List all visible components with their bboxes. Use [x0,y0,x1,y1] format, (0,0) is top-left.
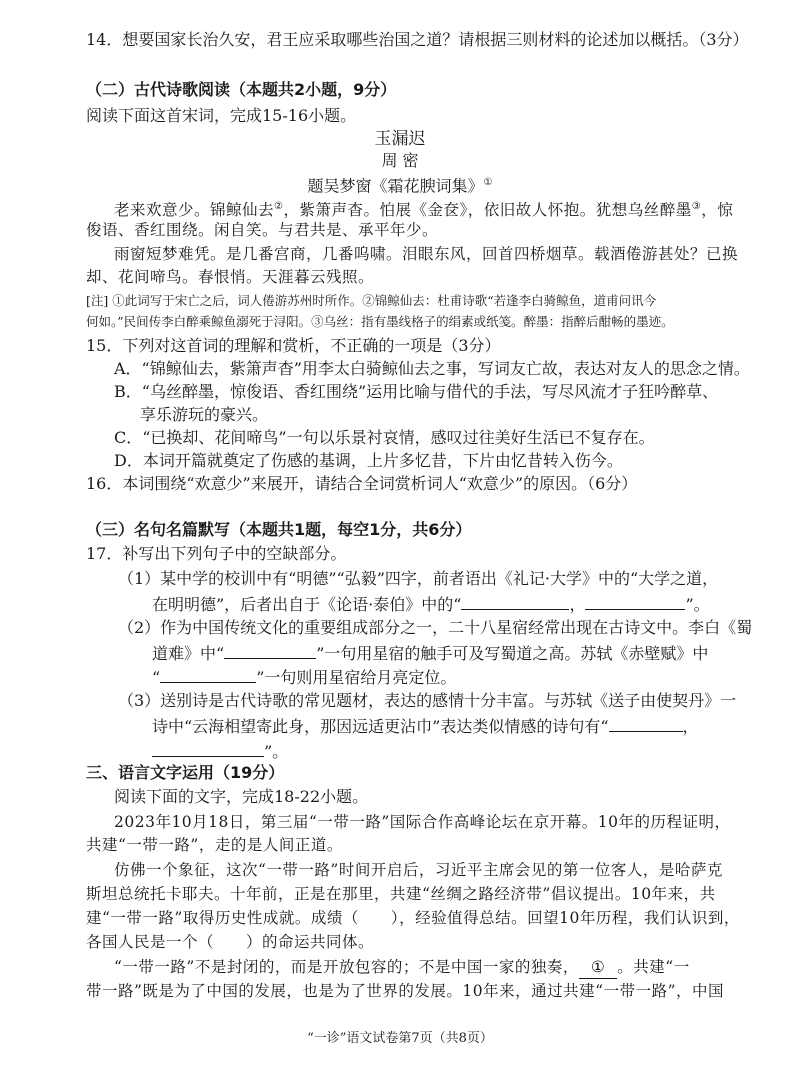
passage-p2-line-2: 斯坦总统托卡耶夫。十年前，正是在那里，共建“丝绸之路经济带”倡议提出。10年来，共 [86,885,716,903]
part-3-intro: 阅读下面的文字，完成18-22小题。 [114,787,369,806]
item-2-line-3 [152,665,456,689]
poem-note-2: 何如。”民间传李白醉乘鲸鱼溺死于浔阳。③乌丝：指有墨线格子的绢素或纸笺。醉墨：指醉后酣畅的墨迹。 [86,314,674,329]
passage-p3-text-b: 。共建“一 [617,958,690,976]
item-1-text: 在明明德”，后者出自于《论语·泰伯》中的“ [152,595,462,614]
option-b-cont: 享乐游玩的豪兴。 [140,405,269,424]
poem-subtitle-text: 题吴梦窗《霜花腴词集》 [307,176,484,196]
item-2-open-quote: “ [152,668,161,687]
passage-p1-line-2: 共建“一带一路”，走的是人间正道。 [86,836,343,854]
passage-blank-1[interactable]: ① [579,956,617,979]
answer-blank[interactable] [461,592,569,610]
poem-line-1b: ，紫箫声杳。怕展《金奁》，依旧故人怀抱。犹想乌丝醉墨 [283,201,692,220]
poem-line-4: 却、花间啼鸟。春恨悄。天涯暮云残照。 [86,268,375,286]
item-1-end: ”。 [685,595,710,614]
passage-p2-line-1: 仿佛一个象征，这次“一带一路”时间开启后，习近平主席会见的第一位客人，是哈萨克 [114,861,723,879]
poem-line-3: 雨窗短梦难凭。是几番宫商，几番呜啸。泪眼东风，回首四桥烟草。载酒倦游甚处？已换 [114,245,739,263]
passage-p1-line-1: 2023年10月18日，第三届“一带一路”国际合作高峰论坛在京开幕。10年的历程证明， [114,813,731,831]
note-ref-3: ③ [691,201,702,212]
poem-line-2: 俊语、香红围绕。闲自笑。与君共是、承平年少。 [86,221,439,239]
item-2-text-b: ”一句用星宿的触手可及写蜀道之高。苏轼《赤壁赋》中 [316,644,709,663]
passage-p3-line-2: 带一路”既是为了中国的发展，也是为了世界的发展。10年来，通过共建“一带一路”，中国 [86,982,724,1000]
item-2-line-2 [152,641,708,665]
option-a: A．“锦鲸仙去，紫箫声杳”用李太白骑鲸仙去之事，写词友亡故，表达对友人的思念之情。 [114,359,750,378]
passage-p3-line-1 [114,956,690,979]
option-d: D．本词开篇就奠定了伤感的基调，上片多忆昔，下片由忆昔转入伤今。 [114,451,623,470]
item-3-comma: ， [682,717,699,736]
item-2-text-a: 道难》中“ [152,644,225,663]
question-17: 17．补写出下列句子中的空缺部分。 [86,544,347,563]
poem-line-1a: 老来欢意少。锦鲸仙去 [114,201,275,220]
answer-blank[interactable] [609,714,683,732]
item-3-line-2 [152,714,699,738]
note-ref-2: ② [274,201,284,212]
blank-comma: ， [569,595,586,614]
option-b: B．“乌丝醉墨，惊俊语、香红围绕”运用比喻与借代的手法，写尽风流才子狂吟醉草、 [114,382,719,401]
option-c: C．“已换却、花间啼鸟”一句以乐景衬哀情，感叹过往美好生活已不复存在。 [114,428,655,447]
section-2-intro: 阅读下面这首宋词，完成15-16小题。 [86,106,357,125]
poem-note-1: [注] ①此词写于宋亡之后，词人倦游苏州时所作。②锦鲸仙去：杜甫诗歌“若逢李白骑鲸鱼，道甫问讯今 [86,293,657,308]
question-14: 14．想要国家长治久安，君王应采取哪些治国之道？请根据三则材料的论述加以概括。（3分） [86,30,749,49]
passage-p2-line-3: 建“一带一路”取得历史性成就。成绩（ ），经验值得总结。回望10年历程，我们认识到， [86,909,740,927]
note-ref-1: ① [483,177,493,188]
poem-line-1c: ，惊 [701,201,734,220]
page-footer: “一诊”语文试卷第7页（共8页） [307,1031,493,1046]
answer-blank[interactable] [160,665,256,683]
item-3-text: 诗中“云海相望寄此身，那因远适更沾巾”表达类似情感的诗句有“ [152,717,609,736]
answer-blank[interactable] [224,641,316,659]
poem-line-1 [114,196,733,221]
poem-subtitle [0,172,800,197]
item-3-line-1: （3）送别诗是古代诗歌的常见题材，表达的感情十分丰富。与苏轼《送子由使契丹》一 [118,691,737,710]
answer-blank[interactable] [585,592,685,610]
poem-author: 周 密 [381,151,419,170]
poem-title: 玉漏迟 [374,129,426,149]
passage-p2-line-4: 各国人民是一个（ ）的命运共同体。 [86,933,375,951]
passage-p3-text-a: “一带一路”不是封闭的，而是开放包容的；不是中国一家的独奏， [114,958,579,976]
question-15-stem: 15．下列对这首词的理解和赏析，不正确的一项是（3分） [86,336,501,355]
item-3-end: ”。 [264,742,289,761]
answer-blank[interactable] [152,739,264,757]
item-2-line-1: （2）作为中国传统文化的重要组成部分之一，二十八星宿经常出现在古诗文中。李白《蜀 [118,618,753,637]
section-3-heading: （三）名句名篇默写（本题共1题，每空1分，共6分） [86,520,472,539]
part-3-heading: 三、语言文字运用（19分） [86,763,285,782]
item-1-line-1: （1）某中学的校训中有“明德”“弘毅”四字，前者语出《礼记·大学》中的“大学之道， [118,569,719,588]
item-2-text-c: ”一句则用星宿给月亮定位。 [256,668,457,687]
item-1-line-2 [152,592,710,616]
question-16: 16．本词围绕“欢意少”来展开，请结合全词赏析词人“欢意少”的原因。（6分） [86,474,638,493]
item-3-line-3 [152,739,288,763]
section-2-heading: （二）古代诗歌阅读（本题共2小题，9分） [86,80,397,99]
